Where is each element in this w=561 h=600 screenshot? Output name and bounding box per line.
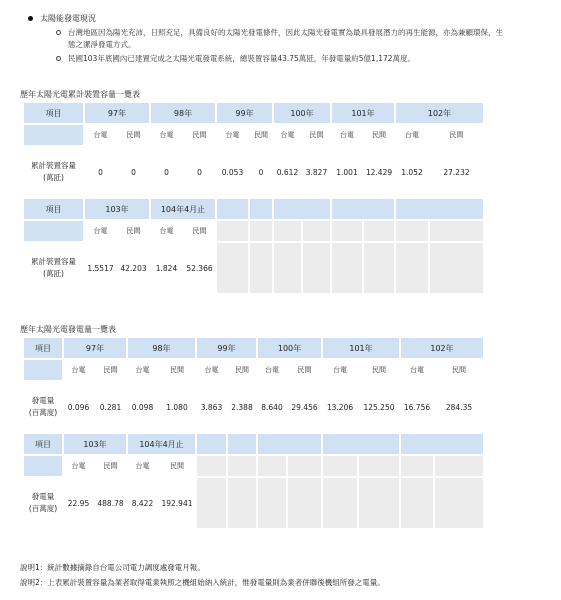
header-year: 98年 [150, 102, 216, 124]
table-cell: 0 [183, 146, 216, 198]
header-year: 101年 [322, 337, 400, 359]
empty-cell [363, 220, 395, 242]
row-label: 發電量 (百萬度) [23, 381, 63, 433]
empty-cell [322, 477, 358, 529]
sub-header-private: 民間 [429, 124, 484, 146]
empty-cell [302, 242, 331, 294]
table-cell: 1.5517 [84, 242, 117, 294]
empty-cell [257, 455, 287, 477]
sub-header-private: 民間 [302, 124, 331, 146]
header-year: 97年 [84, 102, 150, 124]
header-item: 項目 [23, 102, 84, 124]
header-blank [331, 198, 395, 220]
table-cell: 0 [84, 146, 117, 198]
header-blank [23, 359, 63, 381]
empty-cell [331, 220, 363, 242]
table-cell: 0 [150, 146, 183, 198]
sub-header-taipower: 台電 [63, 455, 94, 477]
sub-header-taipower: 台電 [257, 359, 287, 381]
empty-cell [400, 455, 434, 477]
sub-header-taipower: 台電 [127, 359, 158, 381]
header-blank [23, 455, 63, 477]
list-item-text: 民國103年底國內已建置完成之太陽光電發電系統，總裝置容量43.75萬瓩，年發電量約5億1,172萬度。 [68, 54, 416, 63]
header-blank [400, 433, 484, 455]
list-item [56, 53, 556, 65]
sub-header-taipower: 台電 [127, 455, 158, 477]
generation-table [22, 336, 485, 530]
empty-cell [227, 455, 257, 477]
sub-bullet-list [56, 27, 556, 65]
table-cell: 125.250 [358, 381, 400, 433]
empty-cell [249, 220, 273, 242]
header-blank [23, 220, 84, 242]
notes-section [20, 560, 385, 590]
table-cell: 1.001 [331, 146, 363, 198]
empty-cell [216, 242, 249, 294]
sub-header-taipower: 台電 [331, 124, 363, 146]
sub-header-private: 民間 [117, 124, 150, 146]
header-year: 104年4月止 [127, 433, 196, 455]
sub-header-private: 民間 [183, 124, 216, 146]
header-year: 104年4月止 [150, 198, 216, 220]
sub-header-private: 民間 [183, 220, 216, 242]
row-label: 發電量 (百萬度) [23, 477, 63, 529]
row-label: 累計裝置容量 (萬瓩) [23, 146, 84, 198]
sub-header-private: 民間 [434, 359, 484, 381]
bullet-heading [26, 12, 556, 25]
header-item: 項目 [23, 433, 63, 455]
empty-cell [429, 242, 484, 294]
header-item: 項目 [23, 337, 63, 359]
note-1: 說明1：統計數據摘錄自台電公司電力調度處發電月報。 [20, 563, 205, 572]
sub-header-taipower: 台電 [196, 359, 227, 381]
header-blank [216, 198, 249, 220]
table-cell: 52.366 [183, 242, 216, 294]
sub-header-private: 民間 [249, 124, 273, 146]
header-year: 102年 [395, 102, 484, 124]
empty-cell [358, 477, 400, 529]
empty-cell [216, 220, 249, 242]
sub-header-private: 民間 [227, 359, 257, 381]
header-blank [249, 198, 273, 220]
sub-header-taipower: 台電 [216, 124, 249, 146]
sub-header-private: 民間 [158, 359, 196, 381]
table-cell: 13.206 [322, 381, 358, 433]
ring-bullet-icon [56, 30, 61, 35]
table2-title: 歷年太陽光電發電量一覽表 [20, 325, 116, 334]
table-cell: 27.232 [429, 146, 484, 198]
table-cell: 3.827 [302, 146, 331, 198]
sub-header-taipower: 台電 [395, 124, 429, 146]
table-cell: 0.612 [273, 146, 302, 198]
capacity-table [22, 101, 485, 295]
empty-cell [429, 220, 484, 242]
sub-header-private: 民間 [94, 359, 127, 381]
bullet-dot-icon [28, 16, 33, 21]
header-year: 103年 [63, 433, 127, 455]
sub-header-private: 民間 [158, 455, 196, 477]
header-year: 99年 [196, 337, 257, 359]
header-blank [196, 433, 227, 455]
sub-header-taipower: 台電 [273, 124, 302, 146]
table1-title: 歷年太陽光電累計裝置容量一覽表 [20, 90, 140, 99]
empty-cell [302, 220, 331, 242]
bullet-heading-text: 太陽能發電現況 [40, 14, 96, 23]
empty-cell [395, 220, 429, 242]
header-blank [227, 433, 257, 455]
sub-header-taipower: 台電 [150, 124, 183, 146]
empty-cell [358, 455, 400, 477]
table-cell: 488.78 [94, 477, 127, 529]
note-2: 說明2：上表累計裝置容量為業者取得電業執照之機組始納入統計，惟發電量則為業者併聯後機組所發之電量。 [20, 578, 385, 587]
sub-header-taipower: 台電 [84, 220, 117, 242]
sub-header-private: 民間 [117, 220, 150, 242]
header-year: 103年 [84, 198, 150, 220]
empty-cell [322, 455, 358, 477]
sub-header-taipower: 台電 [322, 359, 358, 381]
table-cell: 1.824 [150, 242, 183, 294]
sub-header-private: 民間 [287, 359, 322, 381]
table-cell: 8.422 [127, 477, 158, 529]
table-cell: 1.080 [158, 381, 196, 433]
table-cell: 22.95 [63, 477, 94, 529]
empty-cell [196, 477, 227, 529]
empty-cell [273, 242, 302, 294]
header-year: 102年 [400, 337, 484, 359]
table-cell: 0.098 [127, 381, 158, 433]
table-cell: 12.429 [363, 146, 395, 198]
table-cell: 8.640 [257, 381, 287, 433]
ring-bullet-icon [56, 56, 61, 61]
table-cell: 192.941 [158, 477, 196, 529]
empty-cell [257, 477, 287, 529]
empty-cell [287, 477, 322, 529]
header-year: 97年 [63, 337, 127, 359]
header-blank [322, 433, 400, 455]
table-cell: 42.203 [117, 242, 150, 294]
header-year: 98年 [127, 337, 196, 359]
empty-cell [331, 242, 363, 294]
header-year: 100年 [257, 337, 322, 359]
empty-cell [227, 477, 257, 529]
list-item [56, 27, 556, 51]
table-cell: 0 [249, 146, 273, 198]
empty-cell [434, 455, 484, 477]
sub-header-taipower: 台電 [84, 124, 117, 146]
header-blank [395, 198, 484, 220]
empty-cell [273, 220, 302, 242]
empty-cell [400, 477, 434, 529]
empty-cell [196, 455, 227, 477]
sub-header-private: 民間 [358, 359, 400, 381]
empty-cell [249, 242, 273, 294]
list-item-text: 台灣地區因為陽光充沛，日照充足，具備良好的太陽光發電條件，因此太陽光發電實為最具發展潛力的再生能源，亦為兼顧環保，生態之潔淨發電方式。 [68, 28, 503, 49]
row-label: 累計裝置容量 (萬瓩) [23, 242, 84, 294]
intro-section [26, 12, 556, 67]
sub-header-private: 民間 [94, 455, 127, 477]
sub-header-taipower: 台電 [400, 359, 434, 381]
sub-header-taipower: 台電 [63, 359, 94, 381]
table-cell: 1.052 [395, 146, 429, 198]
table-cell: 0.096 [63, 381, 94, 433]
table-cell: 0.281 [94, 381, 127, 433]
table-cell: 2.388 [227, 381, 257, 433]
sub-header-private: 民間 [363, 124, 395, 146]
table-cell: 284.35 [434, 381, 484, 433]
empty-cell [363, 242, 395, 294]
header-year: 101年 [331, 102, 395, 124]
table-cell: 0 [117, 146, 150, 198]
header-year: 99年 [216, 102, 273, 124]
empty-cell [434, 477, 484, 529]
sub-header-taipower: 台電 [150, 220, 183, 242]
table-cell: 3.863 [196, 381, 227, 433]
header-blank [23, 124, 84, 146]
header-blank [257, 433, 322, 455]
header-item: 項目 [23, 198, 84, 220]
table-cell: 16.756 [400, 381, 434, 433]
header-year: 100年 [273, 102, 331, 124]
header-blank [273, 198, 331, 220]
table-cell: 0.053 [216, 146, 249, 198]
empty-cell [395, 242, 429, 294]
empty-cell [287, 455, 322, 477]
table-cell: 29.456 [287, 381, 322, 433]
